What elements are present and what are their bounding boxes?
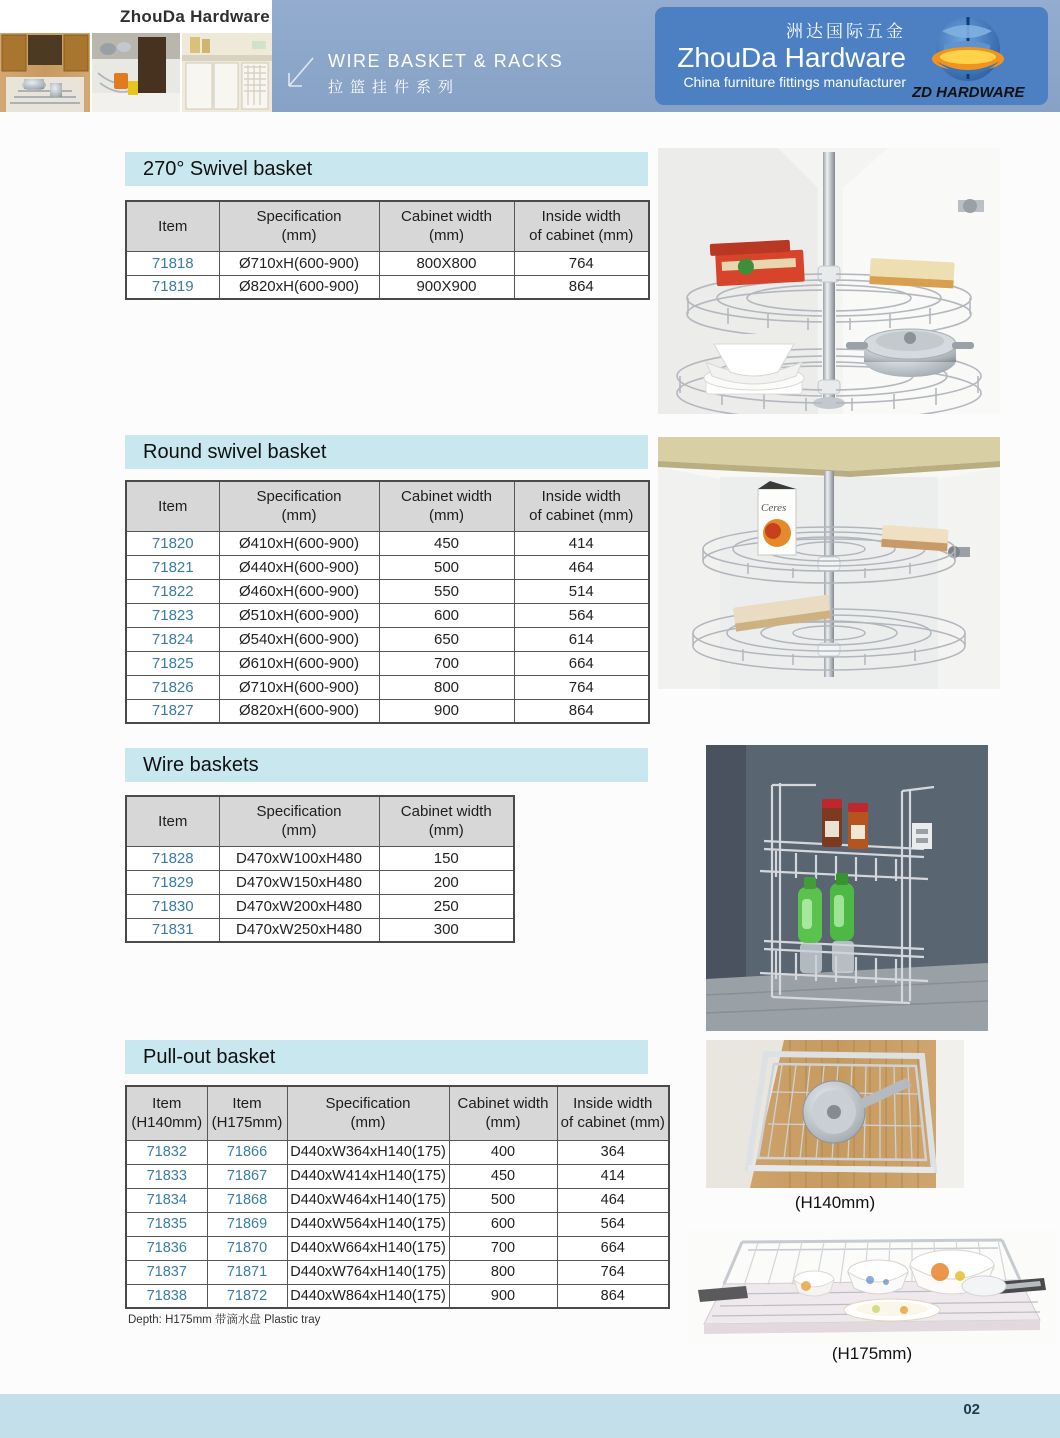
photo-white-kitchen: [182, 33, 272, 112]
value-cell: 614: [514, 627, 649, 651]
table-row: [126, 1164, 669, 1188]
page-number: 02: [963, 1401, 980, 1418]
item-number-cell: 71834: [126, 1188, 207, 1212]
header-left-panel: [0, 0, 272, 112]
value-cell: 500: [379, 555, 514, 579]
item-number-cell: 71833: [126, 1164, 207, 1188]
company-name-english: ZhouDa Hardware: [677, 42, 906, 73]
item-number-cell: 71831: [126, 918, 219, 942]
value-cell: 364: [557, 1140, 669, 1164]
value-cell: Ø540xH(600-900): [219, 627, 379, 651]
item-number-cell: 71827: [126, 699, 219, 723]
column-header: Cabinet width (mm): [379, 796, 514, 846]
company-card: [655, 7, 1048, 105]
value-cell: 514: [514, 579, 649, 603]
item-number-cell: 71869: [207, 1212, 287, 1236]
column-header: Inside width of cabinet (mm): [514, 481, 649, 531]
table-row: [126, 627, 649, 651]
column-header: Item: [126, 201, 219, 251]
banner-subtitle: 拉篮挂件系列: [328, 79, 461, 96]
table-row: [126, 894, 514, 918]
photo-wire-baskets: [706, 745, 988, 1031]
table-row: [126, 1140, 669, 1164]
value-cell: D440xW464xH140(175): [287, 1188, 449, 1212]
diagonal-arrow-icon: [283, 56, 317, 94]
value-cell: 764: [514, 251, 649, 275]
photo-pullout-basket-h175: [688, 1228, 1056, 1344]
value-cell: 500: [449, 1188, 557, 1212]
zd-hardware-logo-icon: [912, 11, 1040, 103]
company-text-block: [677, 17, 906, 90]
column-header: Specification (mm): [219, 201, 379, 251]
photo-round-swivel-basket: [658, 437, 1000, 689]
item-number-cell: 71829: [126, 870, 219, 894]
table-wire-baskets: [125, 795, 515, 943]
section-title-pullout: Pull-out basket: [125, 1040, 648, 1074]
item-number-cell: 71832: [126, 1140, 207, 1164]
value-cell: D470xW100xH480: [219, 846, 379, 870]
item-number-cell: 71866: [207, 1140, 287, 1164]
item-number-cell: 71835: [126, 1212, 207, 1236]
svg-text:Ceres: Ceres: [761, 502, 787, 514]
item-number-cell: 71836: [126, 1236, 207, 1260]
value-cell: D440xW664xH140(175): [287, 1236, 449, 1260]
value-cell: D470xW200xH480: [219, 894, 379, 918]
column-header: Cabinet width (mm): [449, 1086, 557, 1140]
value-cell: 300: [379, 918, 514, 942]
value-cell: 200: [379, 870, 514, 894]
value-cell: Ø510xH(600-900): [219, 603, 379, 627]
item-number-cell: 71820: [126, 531, 219, 555]
table-row: [126, 1284, 669, 1308]
value-cell: 414: [557, 1164, 669, 1188]
table-row: [126, 918, 514, 942]
value-cell: 650: [379, 627, 514, 651]
company-name-chinese: 洲达国际五金: [786, 22, 906, 41]
column-header: Inside width of cabinet (mm): [557, 1086, 669, 1140]
photo-corner-cabinet: [92, 33, 180, 112]
value-cell: D470xW150xH480: [219, 870, 379, 894]
value-cell: 400: [449, 1140, 557, 1164]
table-row: [126, 531, 649, 555]
column-header: Item: [126, 796, 219, 846]
item-number-cell: 71872: [207, 1284, 287, 1308]
value-cell: 700: [379, 651, 514, 675]
column-header: Item: [126, 481, 219, 531]
value-cell: 800: [449, 1260, 557, 1284]
value-cell: 664: [557, 1236, 669, 1260]
photo-wood-cabinet: [0, 33, 90, 112]
value-cell: 700: [449, 1236, 557, 1260]
company-tagline: China furniture fittings manufacturer: [683, 74, 906, 91]
value-cell: 900: [379, 699, 514, 723]
value-cell: D440xW764xH140(175): [287, 1260, 449, 1284]
page-header: [0, 0, 1060, 112]
header-photo-strip: [0, 33, 272, 112]
value-cell: 764: [514, 675, 649, 699]
column-header: Inside width of cabinet (mm): [514, 201, 649, 251]
value-cell: D440xW564xH140(175): [287, 1212, 449, 1236]
item-number-cell: 71870: [207, 1236, 287, 1260]
svg-text:ZD HARDWARE: ZD HARDWARE: [912, 84, 1025, 101]
value-cell: 600: [379, 603, 514, 627]
footer-bar: [0, 1394, 1060, 1438]
item-number-cell: 71822: [126, 579, 219, 603]
value-cell: Ø410xH(600-900): [219, 531, 379, 555]
value-cell: 600: [449, 1212, 557, 1236]
section-title-270-swivel: 270° Swivel basket: [125, 152, 648, 186]
caption-h175: (H175mm): [831, 1344, 913, 1363]
section-title-round-swivel: Round swivel basket: [125, 435, 648, 469]
value-cell: Ø460xH(600-900): [219, 579, 379, 603]
bowls-stack: [704, 344, 804, 394]
column-header: Specification (mm): [219, 481, 379, 531]
table-row: [126, 1260, 669, 1284]
value-cell: 450: [379, 531, 514, 555]
item-number-cell: 71823: [126, 603, 219, 627]
value-cell: Ø440xH(600-900): [219, 555, 379, 579]
table-pullout-basket: [125, 1085, 670, 1309]
table-row: [126, 1212, 669, 1236]
column-header: Cabinet width (mm): [379, 481, 514, 531]
table-row: [126, 1236, 669, 1260]
column-header: Specification (mm): [219, 796, 379, 846]
table-row: [126, 275, 649, 299]
item-number-cell: 71837: [126, 1260, 207, 1284]
value-cell: D470xW250xH480: [219, 918, 379, 942]
depth-note: Depth: H175mm 带滴水盘 Plastic tray: [128, 1314, 321, 1326]
item-number-cell: 71868: [207, 1188, 287, 1212]
value-cell: Ø710xH(600-900): [219, 675, 379, 699]
food-box-upper: [881, 525, 948, 552]
value-cell: 250: [379, 894, 514, 918]
value-cell: 564: [514, 603, 649, 627]
item-number-cell: 71828: [126, 846, 219, 870]
value-cell: 564: [557, 1212, 669, 1236]
table-row: [126, 579, 649, 603]
value-cell: 864: [514, 275, 649, 299]
header-row: [126, 201, 649, 251]
photo-pullout-basket-h140: [706, 1040, 964, 1188]
value-cell: 864: [514, 699, 649, 723]
caption-h140: (H140mm): [794, 1193, 876, 1212]
item-number-cell: 71871: [207, 1260, 287, 1284]
item-number-cell: 71830: [126, 894, 219, 918]
ceres-juice-carton: [758, 481, 796, 555]
table-row: [126, 651, 649, 675]
section-title-wire-baskets: Wire baskets: [125, 748, 648, 782]
item-number-cell: 71818: [126, 251, 219, 275]
value-cell: D440xW864xH140(175): [287, 1284, 449, 1308]
value-cell: 800: [379, 675, 514, 699]
item-number-cell: 71826: [126, 675, 219, 699]
item-number-cell: 71824: [126, 627, 219, 651]
item-number-cell: 71821: [126, 555, 219, 579]
header-row: [126, 1086, 669, 1140]
column-header: Item (H175mm): [207, 1086, 287, 1140]
value-cell: 450: [449, 1164, 557, 1188]
table-row: [126, 699, 649, 723]
brand-title: ZhouDa Hardware: [120, 7, 270, 26]
value-cell: 864: [557, 1284, 669, 1308]
table-row: [126, 870, 514, 894]
banner-title: WIRE BASKET & RACKS: [328, 51, 564, 71]
column-header: Cabinet width (mm): [379, 201, 514, 251]
column-header: Specification (mm): [287, 1086, 449, 1140]
table-row: [126, 846, 514, 870]
header-row: [126, 796, 514, 846]
photo-270-swivel-basket: [658, 148, 1000, 414]
value-cell: 800X800: [379, 251, 514, 275]
header-row: [126, 481, 649, 531]
item-number-cell: 71825: [126, 651, 219, 675]
table-round-swivel: [125, 480, 650, 724]
value-cell: 550: [379, 579, 514, 603]
table-row: [126, 603, 649, 627]
value-cell: 764: [557, 1260, 669, 1284]
biscuit-box: [869, 258, 954, 288]
value-cell: Ø820xH(600-900): [219, 275, 379, 299]
value-cell: D440xW414xH140(175): [287, 1164, 449, 1188]
table-270-swivel: [125, 200, 650, 300]
value-cell: Ø820xH(600-900): [219, 699, 379, 723]
value-cell: 900: [449, 1284, 557, 1308]
table-row: [126, 1188, 669, 1212]
value-cell: D440xW364xH140(175): [287, 1140, 449, 1164]
value-cell: Ø710xH(600-900): [219, 251, 379, 275]
item-number-cell: 71867: [207, 1164, 287, 1188]
column-header: Item (H140mm): [126, 1086, 207, 1140]
table-row: [126, 251, 649, 275]
value-cell: 664: [514, 651, 649, 675]
value-cell: 414: [514, 531, 649, 555]
value-cell: 150: [379, 846, 514, 870]
item-number-cell: 71838: [126, 1284, 207, 1308]
table-row: [126, 555, 649, 579]
value-cell: 464: [514, 555, 649, 579]
table-row: [126, 675, 649, 699]
value-cell: 900X900: [379, 275, 514, 299]
item-number-cell: 71819: [126, 275, 219, 299]
header-banner: [272, 0, 1060, 112]
value-cell: Ø610xH(600-900): [219, 651, 379, 675]
value-cell: 464: [557, 1188, 669, 1212]
